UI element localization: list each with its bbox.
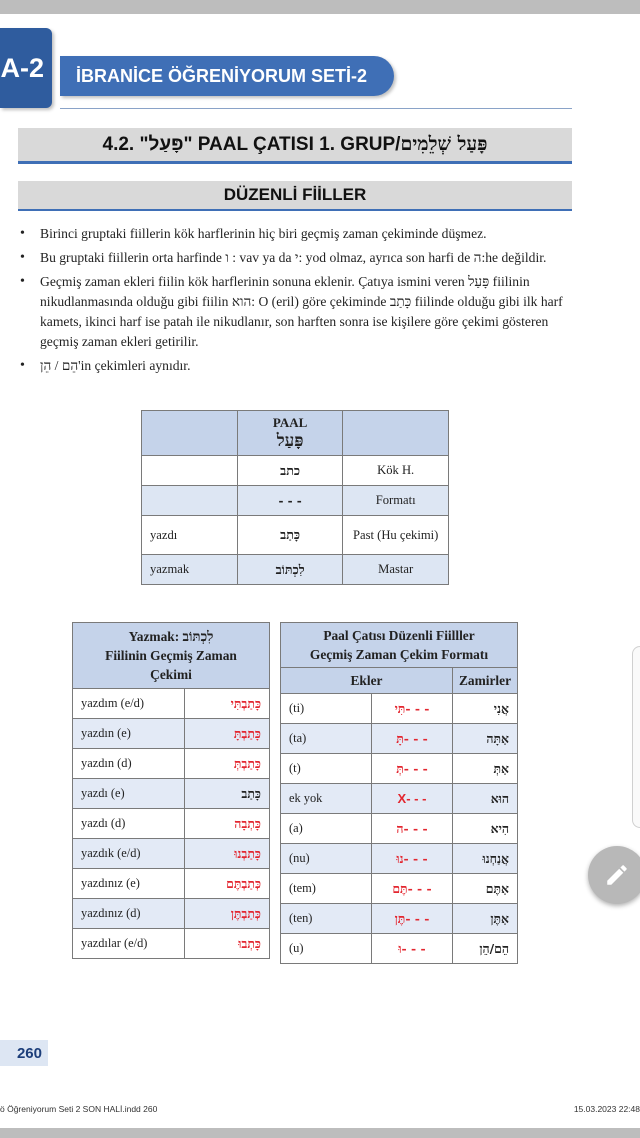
paal-header-hebrew: פָּעַל [276, 431, 304, 451]
conj-turkish: yazdı (d) [73, 809, 185, 839]
conj-turkish: yazdı (e) [73, 779, 185, 809]
pronoun-hebrew: הוּא [453, 784, 518, 814]
conj-hebrew: כָּתַבְנוּ [185, 839, 270, 869]
suffix-hebrew: - - -תֶּן [372, 904, 453, 934]
paal-row-label [142, 456, 238, 486]
bullet-list [18, 224, 574, 380]
suffix-hebrew: - - -ה [372, 814, 453, 844]
subsection-title: DÜZENLİ FİİLLER [18, 181, 572, 211]
pronoun-hebrew: הֵם/הֵן [453, 934, 518, 964]
paal-row-desc: Formatı [343, 486, 449, 516]
col-header-zamirler: Zamirler [453, 668, 518, 694]
suffix-hebrew: - - -תְּ [372, 754, 453, 784]
conj-hebrew: כָּתַבְתְּ [185, 749, 270, 779]
suffix-label: (ti) [281, 694, 372, 724]
bullet-item: • Birinci gruptaki fiillerin kök harflerinin hiç biri geçmiş zaman çekiminde düşmez. [18, 224, 574, 244]
conj-hebrew: כְּתַבְתֶּם [185, 869, 270, 899]
suffix-label: (nu) [281, 844, 372, 874]
paal-root-table [141, 410, 449, 585]
series-title-banner: İBRANİCE ÖĞRENİYORUM SETİ-2 [60, 56, 394, 96]
col-header-ekler: Ekler [281, 668, 453, 694]
paal-row-label: yazdı [142, 516, 238, 555]
suffix-label: (a) [281, 814, 372, 844]
conj-hebrew: כָּתְבוּ [185, 929, 270, 959]
pencil-icon [604, 862, 630, 888]
bullet-item: • הֵם / הֵן'in çekimleri aynıdır. [18, 356, 574, 376]
header-rule [60, 108, 572, 109]
format-header [281, 623, 518, 668]
footer-timestamp: 15.03.2023 22:48 [573, 1104, 640, 1114]
paal-header-empty [343, 411, 449, 456]
paal-header-latin: PAAL [272, 415, 308, 430]
section-title-left: 4.2. "פָּעַל" PAAL ÇATISI 1. GRUP/ [102, 133, 401, 155]
footer-filename: ö Öğreniyorum Seti 2 SON HALİ.indd 260 [0, 1104, 158, 1114]
suffix-label: (ta) [281, 724, 372, 754]
edit-button[interactable] [588, 846, 640, 904]
paal-row-label: yazmak [142, 555, 238, 585]
suffix-hebrew: - - -תָּ [372, 724, 453, 754]
paal-row-hebrew [237, 555, 342, 585]
conjugation-header-line3: Çekimi [150, 667, 192, 682]
paal-row-hebrew: כָּתַב [237, 516, 342, 555]
paal-row-desc: Past (Hu çekimi) [343, 516, 449, 555]
paal-header-cell [237, 411, 342, 456]
pronoun-hebrew: אֲנִי [453, 694, 518, 724]
paal-infinitive-hebrew: לִכְתּוֹב [275, 561, 305, 577]
suffix-label: (t) [281, 754, 372, 784]
suffix-hebrew: - - -תִּי [372, 694, 453, 724]
conj-turkish: yazdınız (d) [73, 899, 185, 929]
chapter-tab-badge: A-2 [0, 28, 52, 108]
page-number: 260 [0, 1040, 48, 1066]
paal-row-hebrew: - - - [237, 486, 342, 516]
paal-row-hebrew: כתב [237, 456, 342, 486]
suffix-label: (tem) [281, 874, 372, 904]
format-header-line1: Paal Çatısı Düzenli Fiilller [323, 628, 475, 643]
conj-turkish: yazdın (d) [73, 749, 185, 779]
section-title [18, 128, 572, 164]
conj-turkish: yazdınız (e) [73, 869, 185, 899]
suffix-format-table [280, 622, 518, 964]
conj-hebrew: כְּתַבְתֶּן [185, 899, 270, 929]
paal-row-desc: Mastar [343, 555, 449, 585]
pronoun-hebrew: אַתֶּם [453, 874, 518, 904]
bullet-item: • Bu gruptaki fiillerin orta harfinde ו : vav ya da י: yod olmaz, ayrıca son harfi de ה:he değildir. [18, 248, 574, 268]
suffix-hebrew: - - -וּ [372, 934, 453, 964]
suffix-hebrew: - - -תֶּם [372, 874, 453, 904]
suffix-label: (u) [281, 934, 372, 964]
conjugation-table [72, 622, 270, 959]
pronoun-hebrew: אַתָּה [453, 724, 518, 754]
pronoun-hebrew: הִיא [453, 814, 518, 844]
paal-row-label [142, 486, 238, 516]
bullet-item: • Geçmiş zaman ekleri fiilin kök harflerinin sonuna eklenir. Çatıya ismini veren פָּעַל fiilinin nikudlanmasında olduğu gibi fiilin הוא: O (eril) göre çekiminde כָּתַב fiilinde olduğu gibi ilk harf kamets, ikinci harf ise patah ile nikudlanır, son harften sonra ise kişilere göre çekimi gösteren geçmiş zaman ekleri getirilir. [18, 272, 574, 352]
conj-turkish: yazdılar (e/d) [73, 929, 185, 959]
pronoun-hebrew: אַתְּ [453, 754, 518, 784]
suffix-label: ek yok [281, 784, 372, 814]
conj-hebrew: כָּתַב [185, 779, 270, 809]
section-title-hebrew: פָּעַל שְׁלֵמִים [400, 133, 488, 155]
format-header-line2: Geçmiş Zaman Çekim Formatı [309, 647, 489, 662]
viewer-bottom-bar [0, 1128, 640, 1138]
conjugation-header-line2: Fiilinin Geçmiş Zaman [105, 648, 237, 663]
conj-hebrew: כָּתְבָה [185, 809, 270, 839]
conj-turkish: yazdık (e/d) [73, 839, 185, 869]
paal-row-desc: Kök H. [343, 456, 449, 486]
conj-hebrew: כָּתַבְתִּי [185, 689, 270, 719]
side-panel-handle[interactable] [632, 646, 640, 828]
pronoun-hebrew: אַתֶּן [453, 904, 518, 934]
suffix-label: (ten) [281, 904, 372, 934]
viewer-top-bar [0, 0, 640, 14]
pronoun-hebrew: אֲנַחְנוּ [453, 844, 518, 874]
suffix-hebrew: - - -נוּ [372, 844, 453, 874]
conj-turkish: yazdın (e) [73, 719, 185, 749]
conj-turkish: yazdım (e/d) [73, 689, 185, 719]
conj-hebrew: כָּתַבְתָּ [185, 719, 270, 749]
conjugation-header-line1: Yazmak: לִכְתּוֹב [128, 629, 214, 644]
conjugation-header [73, 623, 270, 689]
paal-header-empty [142, 411, 238, 456]
suffix-hebrew: - - -X [372, 784, 453, 814]
